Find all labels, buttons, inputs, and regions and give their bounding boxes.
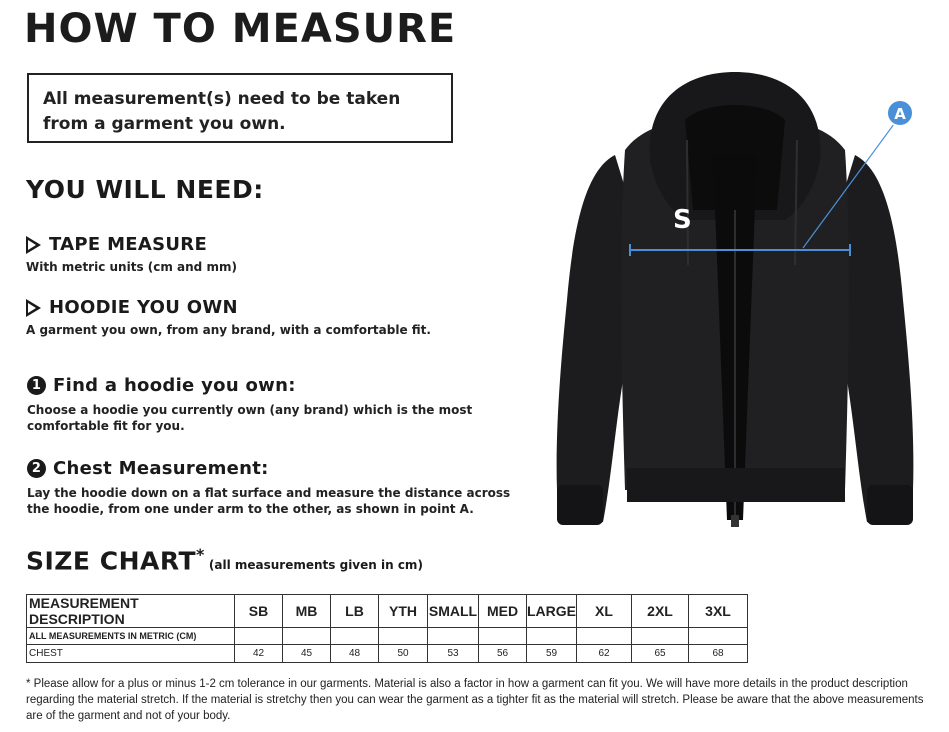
table-cell — [689, 628, 748, 645]
page-title: HOW TO MEASURE — [24, 6, 457, 52]
arrow-icon — [26, 299, 41, 317]
step-heading: Find a hoodie you own: — [53, 375, 296, 396]
asterisk: * — [196, 545, 205, 564]
size-chart-title — [26, 545, 423, 575]
size-chart-heading: SIZE CHART — [26, 546, 197, 576]
table-cell: 53 — [428, 645, 479, 663]
table-cell — [331, 628, 379, 645]
table-cell: CHEST — [27, 645, 235, 663]
table-header-cell: 3XL — [689, 595, 748, 628]
table-cell: 50 — [379, 645, 428, 663]
table-cell — [379, 628, 428, 645]
point-a-label: A — [894, 105, 906, 123]
arrow-icon — [26, 236, 41, 254]
table-header-cell: MB — [283, 595, 331, 628]
size-chart-note: (all measurements given in cm) — [208, 558, 423, 573]
table-header-cell: YTH — [379, 595, 428, 628]
size-chart-table — [26, 594, 748, 663]
table-cell: 62 — [577, 645, 632, 663]
step-1 — [27, 375, 527, 434]
need-item-text: With metric units (cm and mm) — [26, 260, 237, 274]
left-cuff — [557, 485, 603, 525]
table-cell — [577, 628, 632, 645]
table-cell — [235, 628, 283, 645]
table-cell — [632, 628, 689, 645]
table-cell: 65 — [632, 645, 689, 663]
table-header-cell: MED — [479, 595, 527, 628]
waistband — [627, 468, 845, 502]
table-cell: 68 — [689, 645, 748, 663]
step-number-badge: 1 — [27, 376, 46, 395]
logo-s: S — [673, 205, 692, 235]
need-item-tape — [26, 234, 237, 275]
need-item-heading: HOODIE YOU OWN — [49, 297, 238, 318]
need-item-hoodie — [26, 297, 431, 338]
table-cell — [283, 628, 331, 645]
need-item-heading: TAPE MEASURE — [49, 234, 208, 255]
table-row — [27, 645, 748, 663]
table-row — [27, 628, 748, 645]
notice-box: All measurement(s) need to be taken from a garment you own. — [27, 73, 453, 143]
table-cell: 42 — [235, 645, 283, 663]
footnote: * Please allow for a plus or minus 1-2 cm tolerance in our garments. Material is also a factor in how a garment can fit you. We will have more details in the product description regarding the material stretch. If the material is stretchy then you can wear the garment as a tighter fit as the material will stretch. Please be aware that the above measurements are of the garment and not of your body. — [26, 678, 924, 722]
step-2 — [27, 458, 537, 517]
step-heading: Chest Measurement: — [53, 458, 269, 479]
table-cell — [428, 628, 479, 645]
table-cell: 59 — [527, 645, 577, 663]
table-header-cell: 2XL — [632, 595, 689, 628]
zip-pull — [731, 515, 739, 527]
hoodie-illustration — [545, 60, 925, 535]
table-header-row — [27, 595, 748, 628]
need-heading: YOU WILL NEED: — [26, 175, 264, 204]
table-header-cell: XL — [577, 595, 632, 628]
table-cell — [479, 628, 527, 645]
table-cell: 56 — [479, 645, 527, 663]
step-text: Choose a hoodie you currently own (any brand) which is the most comfortable fit for you. — [27, 403, 473, 433]
table-cell: ALL MEASUREMENTS IN METRIC (CM) — [27, 628, 235, 645]
table-cell: 45 — [283, 645, 331, 663]
table-cell — [527, 628, 577, 645]
step-text: Lay the hoodie down on a flat surface and measure the distance across the hoodie, from one under arm to the other, as shown in point A. — [27, 486, 511, 516]
drawstring-left — [687, 140, 688, 265]
table-cell: 48 — [331, 645, 379, 663]
table-header-cell: MEASUREMENT DESCRIPTION — [27, 595, 235, 628]
table-header-cell: LARGE — [527, 595, 577, 628]
right-cuff — [867, 485, 913, 525]
table-header-cell: SMALL — [428, 595, 479, 628]
table-header-cell: LB — [331, 595, 379, 628]
step-number-badge: 2 — [27, 459, 46, 478]
need-item-text: A garment you own, from any brand, with a comfortable fit. — [26, 323, 431, 337]
table-header-cell: SB — [235, 595, 283, 628]
